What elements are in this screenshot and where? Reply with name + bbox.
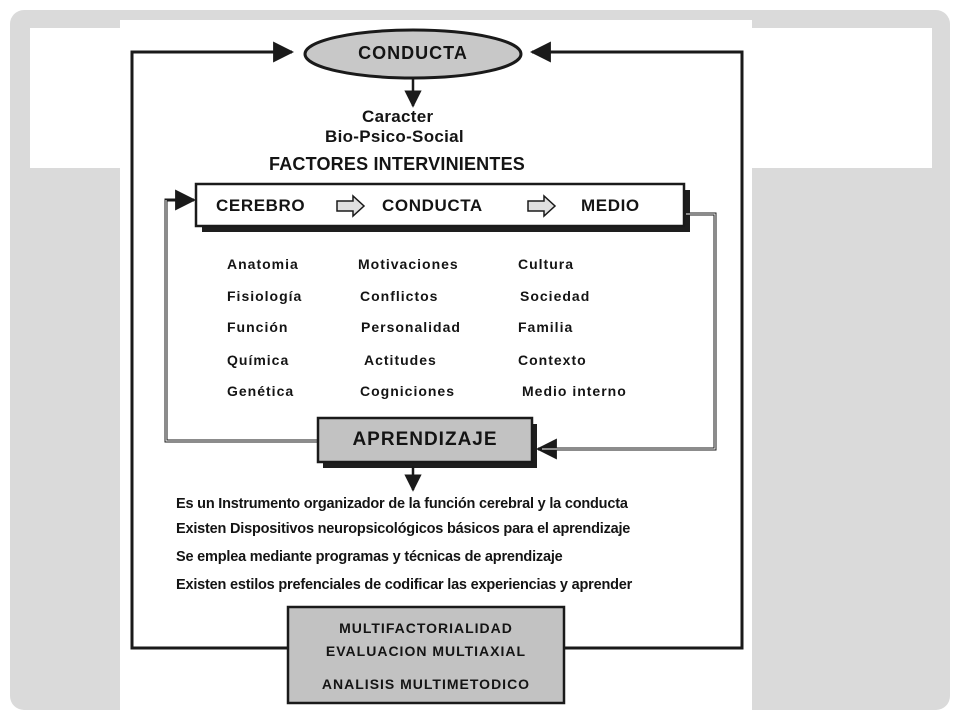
factor-cerebro-4: Química: [227, 352, 290, 368]
aprendizaje-label: APRENDIZAJE: [352, 429, 498, 450]
chain-cerebro: CEREBRO: [216, 196, 306, 215]
factor-cerebro-5: Genética: [227, 383, 295, 399]
bottom-box-line-1: MULTIFACTORIALIDAD: [339, 620, 513, 636]
aprendizaje-note-3: Se emplea mediante programas y técnicas de aprendizaje: [176, 549, 563, 565]
factor-cerebro-1: Anatomia: [227, 256, 299, 272]
factor-cerebro-3: Función: [227, 319, 289, 335]
conducta-oval-label: CONDUCTA: [358, 43, 468, 63]
diagram-figure: [120, 20, 752, 710]
factor-medio-4: Contexto: [518, 352, 587, 368]
factor-medio-1: Cultura: [518, 256, 574, 272]
aprendizaje-note-2: Existen Dispositivos neuropsicológicos básicos para el aprendizaje: [176, 521, 631, 537]
bio-psico-social-label: Bio-Psico-Social: [325, 127, 464, 146]
factor-medio-2: Sociedad: [520, 288, 591, 304]
factor-cerebro-2: Fisiología: [227, 288, 303, 304]
factor-conducta-5: Cogniciones: [360, 383, 456, 399]
outer-loop-right-line: [532, 52, 742, 648]
bottom-box-line-2: EVALUACION MULTIAXIAL: [325, 643, 527, 659]
factor-medio-5: Medio interno: [522, 383, 627, 399]
chain-medio: MEDIO: [581, 196, 640, 215]
chain-conducta: CONDUCTA: [382, 196, 483, 215]
factor-conducta-3: Personalidad: [361, 319, 461, 335]
caracter-label: Caracter: [362, 107, 434, 126]
factor-conducta-1: Motivaciones: [358, 256, 459, 272]
aprendizaje-note-4: Existen estilos prefenciales de codificar las experiencias y aprender: [176, 577, 633, 593]
bottom-box-line-3: ANALISIS MULTIMETODICO: [321, 676, 531, 692]
factor-medio-3: Familia: [518, 319, 574, 335]
aprendizaje-note-1: Es un Instrumento organizador de la función cerebral y la conducta: [176, 496, 628, 512]
factor-conducta-4: Actitudes: [364, 352, 437, 368]
factor-conducta-2: Conflictos: [360, 288, 439, 304]
factores-heading: FACTORES INTERVINIENTES: [269, 154, 525, 174]
